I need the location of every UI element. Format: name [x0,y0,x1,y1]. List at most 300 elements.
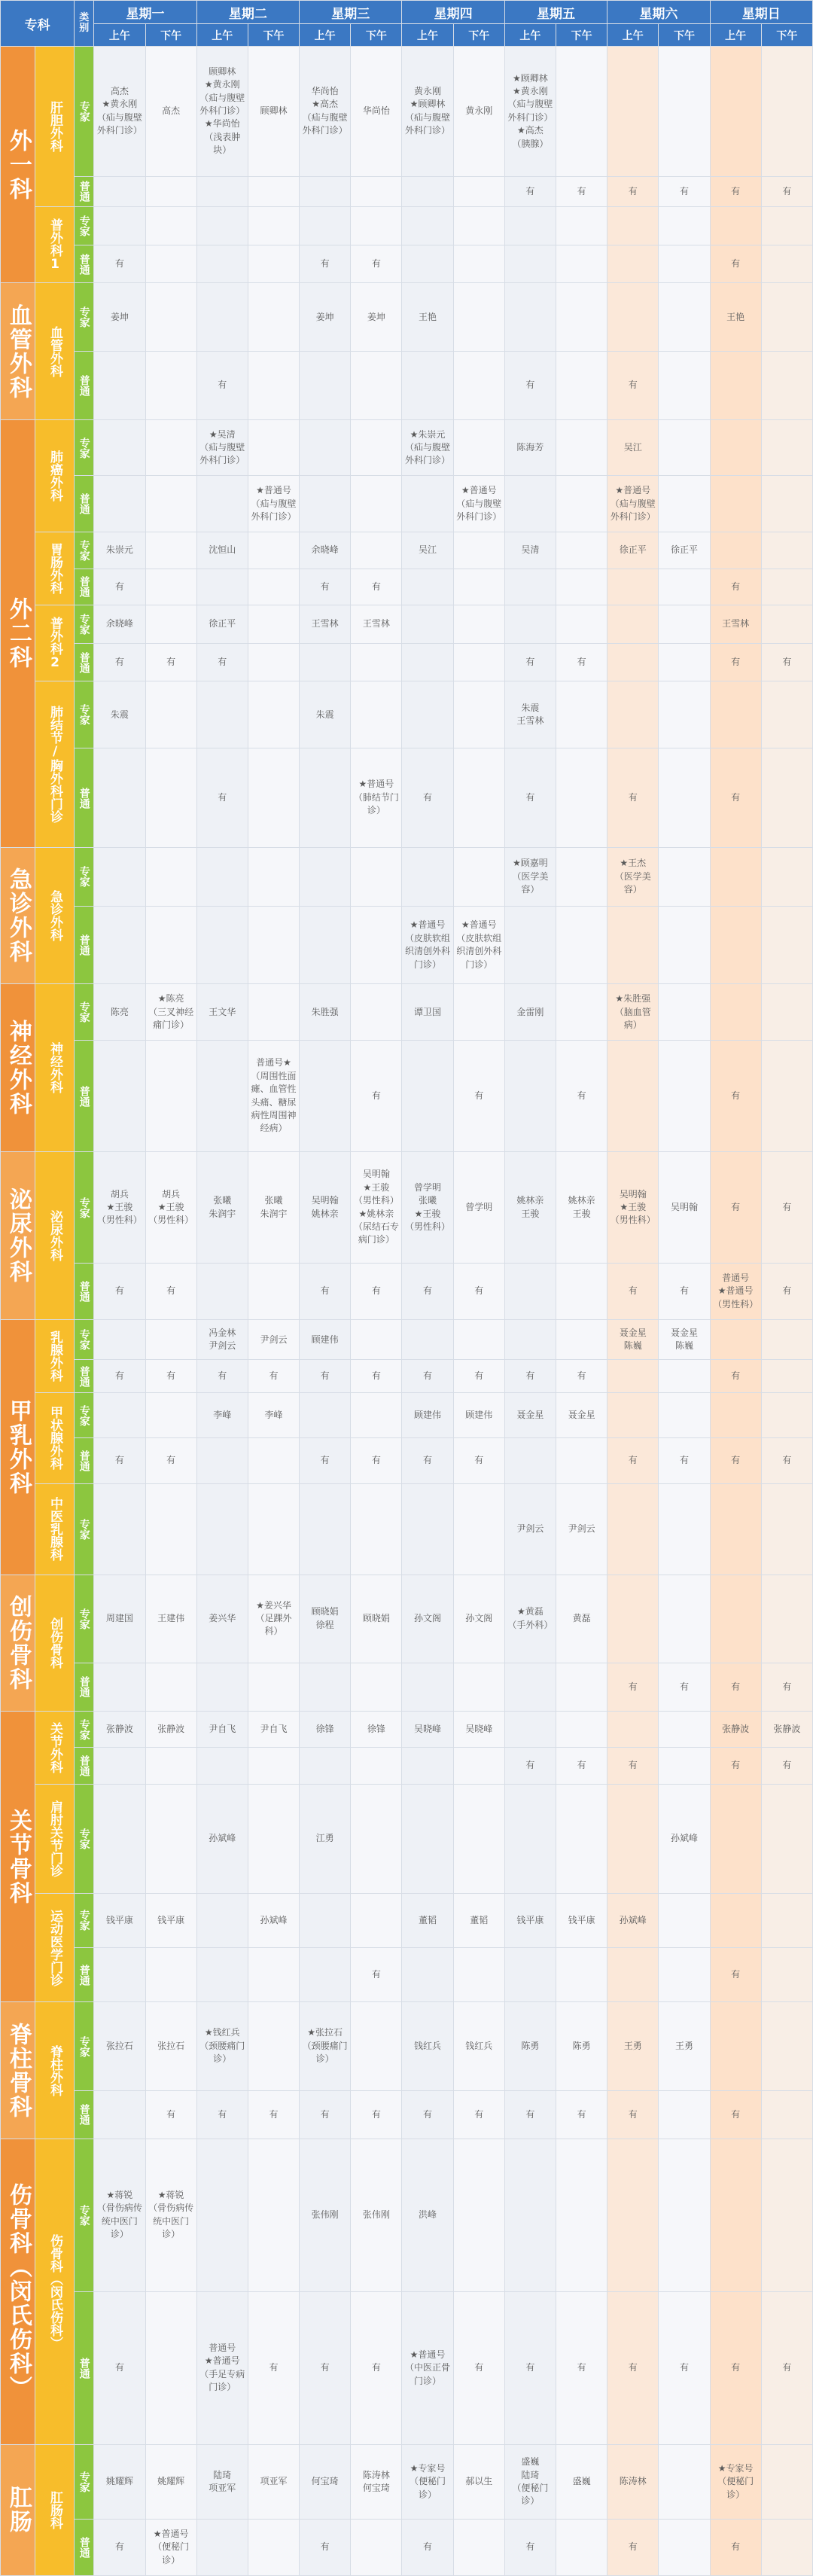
schedule-cell [710,681,761,748]
schedule-cell [351,419,402,476]
category-label: 专家 [75,47,94,177]
category-label: 普通 [75,1264,94,1320]
schedule-cell [300,419,351,476]
schedule-cell: 有 [453,1438,504,1483]
schedule-cell: 姚耀辉 [94,2444,145,2519]
table-row [1,1152,813,1264]
schedule-cell [248,848,299,907]
schedule-cell: 有 [248,2090,299,2139]
schedule-cell [351,207,402,245]
table-row [1,2139,813,2291]
schedule-cell [248,2520,299,2576]
schedule-cell: 有 [504,352,556,420]
specialty-label: 脊柱骨科 [1,2002,35,2139]
schedule-cell [145,207,196,245]
schedule-cell: 有 [94,1360,145,1392]
schedule-cell: 有 [453,2291,504,2444]
schedule-cell: ★朱崇元 （疝与腹壁外科门诊） [402,419,453,476]
schedule-cell [402,245,453,283]
subspecialty-label: 关节外科 [35,1711,75,1784]
schedule-cell [556,1711,607,1747]
schedule-cell [94,1392,145,1437]
schedule-cell [453,207,504,245]
schedule-cell: 有 [556,1748,607,1784]
header-category: 类别 [75,1,94,47]
schedule-cell: 陆琦 项亚军 [196,2444,248,2519]
schedule-cell: 吴明翰 [659,1152,710,1264]
schedule-cell [94,207,145,245]
schedule-cell [556,1319,607,1360]
schedule-cell: 孙文阁 [402,1575,453,1663]
schedule-cell: 有 [402,1360,453,1392]
schedule-cell: 有 [351,245,402,283]
schedule-cell: 有 [300,1264,351,1320]
schedule-cell [300,848,351,907]
category-label: 专家 [75,2444,94,2519]
category-label: 专家 [75,2002,94,2090]
schedule-cell [351,1392,402,1437]
schedule-cell: 有 [556,2291,607,2444]
schedule-cell: 有 [145,1438,196,1483]
category-label: 普通 [75,906,94,983]
schedule-cell: 曾学明 张曦 ★王骏 （男性科） [402,1152,453,1264]
table-row [1,2520,813,2576]
schedule-cell [248,569,299,605]
schedule-cell: 郝以生 [453,2444,504,2519]
schedule-cell [761,283,812,352]
schedule-cell: 钱平康 [94,1893,145,1947]
schedule-cell: ★专家号 （便秘门诊） [402,2444,453,2519]
schedule-cell [710,848,761,907]
schedule-cell [145,245,196,283]
schedule-cell [504,1711,556,1747]
table-row [1,1438,813,1483]
schedule-cell [659,1483,710,1575]
schedule-cell [607,47,659,177]
schedule-cell [196,1663,248,1711]
schedule-cell [761,605,812,644]
schedule-cell [248,1948,299,2002]
header-pm-2: 下午 [351,24,402,47]
schedule-cell: 姚林亲 王骏 [556,1152,607,1264]
subspecialty-label: 肩肘关节门诊 [35,1784,75,1893]
schedule-cell [196,283,248,352]
specialty-label: 神经外科 [1,984,35,1152]
table-row [1,748,813,848]
schedule-cell: 有 [94,569,145,605]
subspecialty-label: 甲状腺外科 [35,1392,75,1483]
schedule-cell [300,1748,351,1784]
category-label: 专家 [75,984,94,1041]
schedule-cell [94,748,145,848]
schedule-cell: 有 [556,1360,607,1392]
category-label: 专家 [75,1711,94,1747]
schedule-cell: 张静波 [710,1711,761,1747]
schedule-cell: 普通号 ★普通号 （男性科） [710,1264,761,1320]
schedule-cell: 吴江 [607,419,659,476]
schedule-cell: 聂金星 陈巍 [607,1319,659,1360]
schedule-cell [351,906,402,983]
schedule-cell [248,906,299,983]
subspecialty-label: 胃肠外科 [35,532,75,605]
schedule-cell: 有 [659,1438,710,1483]
schedule-cell: 尹剑云 [248,1319,299,1360]
table-row [1,605,813,644]
schedule-cell [504,2139,556,2291]
schedule-cell [248,1438,299,1483]
header-day-sat: 星期六 [607,1,710,24]
schedule-cell [659,2444,710,2519]
schedule-cell [402,352,453,420]
schedule-cell [145,1319,196,1360]
schedule-cell: 江勇 [300,1784,351,1893]
schedule-cell [659,207,710,245]
schedule-cell: 有 [145,2090,196,2139]
schedule-cell [196,906,248,983]
schedule-cell [761,1948,812,2002]
schedule-cell: 朱震 王雪林 [504,681,556,748]
schedule-cell: 有 [761,2291,812,2444]
schedule-cell [659,1392,710,1437]
schedule-cell [300,176,351,207]
schedule-cell: 有 [196,643,248,681]
schedule-cell [453,283,504,352]
schedule-cell: ★普通号 （便秘门诊） [145,2520,196,2576]
schedule-cell: 有 [710,748,761,848]
schedule-cell: 有 [196,748,248,848]
schedule-cell: 有 [94,2291,145,2444]
schedule-cell: 有 [761,1438,812,1483]
schedule-cell [761,532,812,569]
schedule-cell [453,1483,504,1575]
schedule-cell [710,1893,761,1947]
schedule-cell: 姜坤 [300,283,351,352]
schedule-cell: 朱震 [300,681,351,748]
schedule-cell [556,532,607,569]
category-label: 普通 [75,2520,94,2576]
schedule-cell: 有 [761,1748,812,1784]
schedule-cell [556,906,607,983]
schedule-cell: 王建伟 [145,1575,196,1663]
schedule-cell: 有 [351,1438,402,1483]
schedule-cell: 李峰 [248,1392,299,1437]
schedule-cell [196,1041,248,1152]
category-label: 专家 [75,1319,94,1360]
schedule-cell [710,207,761,245]
schedule-cell [94,1784,145,1893]
schedule-cell: 顾卿林 ★黄永刚 （疝与腹壁外科门诊） ★华尚怡 （浅表肿块） [196,47,248,177]
schedule-cell [453,532,504,569]
schedule-cell: 陈亮 [94,984,145,1041]
schedule-cell [300,352,351,420]
schedule-cell [761,1893,812,1947]
schedule-cell: 有 [761,1663,812,1711]
schedule-cell: 有 [351,2090,402,2139]
schedule-cell: ★黄磊 （手外科） [504,1575,556,1663]
schedule-cell [248,2139,299,2291]
schedule-cell [710,984,761,1041]
schedule-cell: 有 [761,1264,812,1320]
schedule-cell: 有 [710,1041,761,1152]
schedule-cell: 尹自飞 [248,1711,299,1747]
schedule-cell [761,2520,812,2576]
schedule-cell: 有 [453,1041,504,1152]
schedule-cell [145,848,196,907]
schedule-cell: 有 [94,245,145,283]
header-day-tue: 星期二 [196,1,299,24]
schedule-cell [761,207,812,245]
schedule-cell: 吴江 [402,532,453,569]
header-day-wed: 星期三 [300,1,402,24]
schedule-cell [761,906,812,983]
subspecialty-label: 中医乳腺科 [35,1483,75,1575]
schedule-cell [504,1663,556,1711]
schedule-cell: 华尚怡 [351,47,402,177]
schedule-cell [453,176,504,207]
schedule-cell [607,245,659,283]
schedule-cell: ★普通号 （皮肤软组织清创外科门诊） [402,906,453,983]
schedule-cell [659,681,710,748]
specialty-label: 创伤骨科 [1,1575,35,1711]
schedule-cell [94,476,145,532]
category-label: 普通 [75,1948,94,2002]
schedule-cell: 有 [607,1748,659,1784]
table-row [1,1392,813,1437]
schedule-cell: 胡兵 ★王骏 （男性科） [145,1152,196,1264]
schedule-cell [145,476,196,532]
subspecialty-label: 急诊外科 [35,848,75,984]
schedule-cell [710,1319,761,1360]
schedule-cell [504,207,556,245]
schedule-cell: 盛巍 陆琦 （便秘门诊） [504,2444,556,2519]
schedule-cell [556,2139,607,2291]
schedule-cell [504,1438,556,1483]
schedule-cell [94,176,145,207]
schedule-cell: 有 [504,1360,556,1392]
schedule-cell: 吴明翰 ★王骏 （男性科） ★姚林亲 （尿结石专病门诊） [351,1152,402,1264]
schedule-cell: 王勇 [659,2002,710,2090]
schedule-cell: 吴晓峰 [402,1711,453,1747]
category-label: 普通 [75,2291,94,2444]
subspecialty-label: 伤骨科（闵氏伤科） [35,2139,75,2444]
schedule-cell: 有 [196,1360,248,1392]
schedule-cell: 王雪林 [710,605,761,644]
schedule-cell [300,1483,351,1575]
table-row [1,984,813,1041]
schedule-cell: 冯金林 尹剑云 [196,1319,248,1360]
schedule-cell: 有 [504,2520,556,2576]
schedule-cell [556,245,607,283]
schedule-cell: 有 [607,1264,659,1320]
schedule-cell: ★钱红兵 （颈腰痛门诊） [196,2002,248,2090]
schedule-cell: 盛巍 [556,2444,607,2519]
header-day-thu: 星期四 [402,1,504,24]
schedule-cell [556,1264,607,1320]
schedule-cell: 有 [351,569,402,605]
header-pm-0: 下午 [145,24,196,47]
table-row [1,1360,813,1392]
schedule-cell [659,1948,710,2002]
schedule-cell: 谭卫国 [402,984,453,1041]
schedule-cell [556,681,607,748]
schedule-cell [607,605,659,644]
schedule-cell: 董韬 [402,1893,453,1947]
schedule-cell [710,1784,761,1893]
category-label: 专家 [75,1392,94,1437]
schedule-cell [248,681,299,748]
schedule-cell: 有 [556,1041,607,1152]
schedule-cell [556,748,607,848]
schedule-cell [196,1948,248,2002]
schedule-cell: 张伟刚 [300,2139,351,2291]
schedule-cell [659,569,710,605]
schedule-cell: ★专家号 （便秘门诊） [710,2444,761,2519]
schedule-cell [248,1483,299,1575]
schedule-cell: 黄磊 [556,1575,607,1663]
schedule-cell [402,1748,453,1784]
schedule-cell: ★普通号 （肺结节门诊） [351,748,402,848]
schedule-cell [94,906,145,983]
schedule-cell [248,176,299,207]
schedule-cell: ★姜兴华 （足踝外科） [248,1575,299,1663]
schedule-cell [453,569,504,605]
schedule-cell: 有 [710,2520,761,2576]
schedule-cell: 有 [710,1360,761,1392]
schedule-cell [94,1948,145,2002]
schedule-cell [556,1663,607,1711]
schedule-cell [659,2139,710,2291]
schedule-cell: 钱平康 [504,1893,556,1947]
schedule-cell [504,1784,556,1893]
schedule-cell [556,1948,607,2002]
schedule-cell [145,1041,196,1152]
schedule-cell [196,207,248,245]
specialty-label: 外一科 [1,47,35,283]
schedule-cell: 尹自飞 [196,1711,248,1747]
schedule-cell [196,2520,248,2576]
schedule-cell [300,1392,351,1437]
schedule-cell [402,1041,453,1152]
schedule-cell: 孙斌峰 [196,1784,248,1893]
table-row [1,532,813,569]
specialty-label: 泌尿外科 [1,1152,35,1320]
schedule-cell [351,984,402,1041]
schedule-cell [94,2090,145,2139]
category-label: 普通 [75,2090,94,2139]
subspecialty-label: 肛肠科 [35,2444,75,2575]
schedule-cell: ★王杰 （医学美容） [607,848,659,907]
specialty-label: 关节骨科 [1,1711,35,2001]
subspecialty-label: 普外科2 [35,605,75,681]
header-day-mon: 星期一 [94,1,196,24]
schedule-cell: 有 [453,1360,504,1392]
schedule-cell: 徐正平 [607,532,659,569]
schedule-cell: 吴清 [504,532,556,569]
subspecialty-label: 创伤骨科 [35,1575,75,1711]
schedule-cell [710,2002,761,2090]
schedule-cell [453,1663,504,1711]
category-label: 普通 [75,176,94,207]
schedule-cell [145,1748,196,1784]
schedule-cell [761,1041,812,1152]
schedule-cell: 有 [504,748,556,848]
schedule-cell [196,176,248,207]
schedule-cell: 有 [300,569,351,605]
schedule-cell: ★普通号 （疝与腹壁外科门诊） [248,476,299,532]
schedule-cell: 有 [402,748,453,848]
schedule-cell [710,906,761,983]
schedule-cell [659,476,710,532]
schedule-cell: 有 [504,2291,556,2444]
schedule-cell [710,47,761,177]
table-row [1,1663,813,1711]
schedule-cell [504,1041,556,1152]
schedule-cell [761,848,812,907]
specialty-label: 外二科 [1,419,35,847]
schedule-cell: 陈勇 [504,2002,556,2090]
table-row [1,1575,813,1663]
header-pm-4: 下午 [556,24,607,47]
schedule-cell [504,245,556,283]
schedule-cell [402,605,453,644]
schedule-cell: 有 [504,1748,556,1784]
schedule-cell: 有 [248,2291,299,2444]
schedule-cell [659,1041,710,1152]
schedule-cell: 有 [145,1360,196,1392]
schedule-cell [145,532,196,569]
category-label: 专家 [75,1893,94,1947]
schedule-cell: 顾建伟 [453,1392,504,1437]
schedule-cell [761,419,812,476]
schedule-cell [761,748,812,848]
schedule-cell: 陈涛林 [607,2444,659,2519]
schedule-cell: ★蒋锐 （骨伤病传统中医门诊） [145,2139,196,2291]
schedule-cell [145,176,196,207]
schedule-cell [504,476,556,532]
schedule-cell [453,643,504,681]
schedule-cell [607,681,659,748]
table-row [1,1711,813,1747]
schedule-cell [145,2291,196,2444]
schedule-cell [556,2520,607,2576]
schedule-cell: 有 [607,2090,659,2139]
schedule-cell [504,1264,556,1320]
schedule-cell [659,245,710,283]
schedule-cell [351,1483,402,1575]
schedule-cell [659,283,710,352]
category-label: 专家 [75,207,94,245]
schedule-cell: 王文华 [196,984,248,1041]
schedule-cell: 有 [94,643,145,681]
schedule-cell [196,1438,248,1483]
schedule-cell [300,643,351,681]
schedule-cell [504,1948,556,2002]
header-am-2: 上午 [300,24,351,47]
header-day-fri: 星期五 [504,1,607,24]
schedule-cell [351,1663,402,1711]
table-row [1,207,813,245]
header-am-6: 上午 [710,24,761,47]
schedule-cell [761,1360,812,1392]
schedule-cell: 有 [710,1748,761,1784]
schedule-cell [402,848,453,907]
schedule-cell: 有 [351,1264,402,1320]
table-row [1,419,813,476]
schedule-cell [453,1319,504,1360]
table-row [1,176,813,207]
schedule-cell [607,643,659,681]
table-row [1,1893,813,1947]
